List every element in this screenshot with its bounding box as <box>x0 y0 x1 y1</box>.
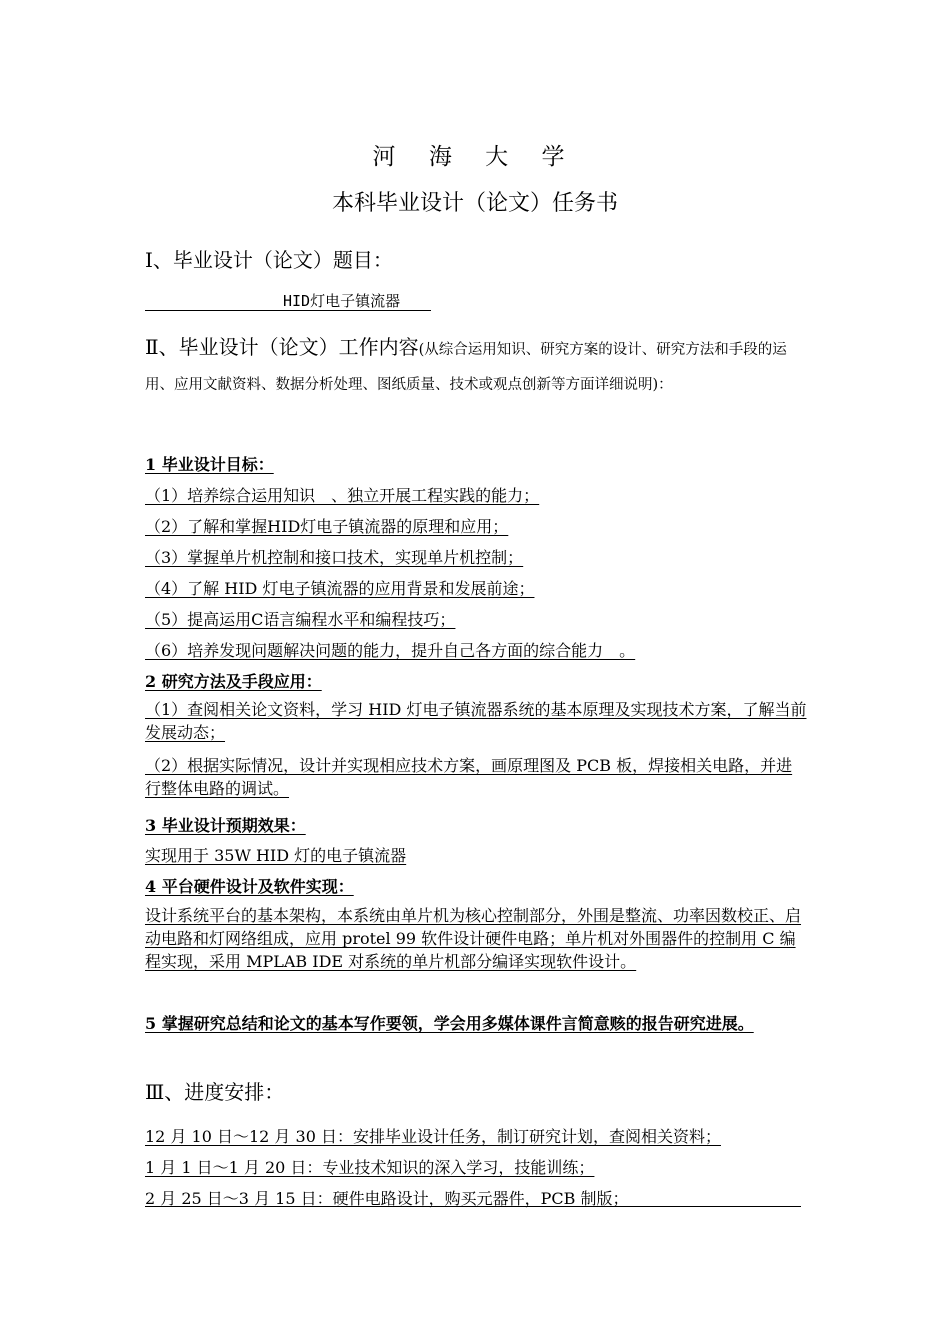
thesis-topic: HID灯电子镇流器 <box>283 292 401 310</box>
section3-heading: Ⅲ、进度安排： <box>145 1080 285 1104</box>
expected-effect: 实现用于 35W HID 灯的电子镇流器 <box>145 846 407 865</box>
platform-description: 设计系统平台的基本架构，本系统由单片机为核心控制部分，外围是整流、功率因数校正、启动电路和灯网络组成，应用 protel 99 软件设计硬件电路；单片机对外围器件的控制用 C 编程实现，采用 MPLAB IDE 对系统的单片机部分编译实现软件设计。 <box>145 906 802 971</box>
university-name: 河 海 大 学 <box>372 144 578 170</box>
method-item: （2）根据实际情况，设计并实现相应技术方案，画原理图及 PCB 板，焊接相关电路，并进行整体电路的调试。 <box>145 756 793 798</box>
document-title: 本科毕业设计（论文）任务书 <box>331 191 618 216</box>
section2-heading: Ⅱ、毕业设计（论文）工作内容 <box>145 335 419 359</box>
section1-heading: Ⅰ、毕业设计（论文）题目： <box>145 248 393 272</box>
goal-item: （4）了解 HID 灯电子镇流器的应用背景和发展前途； <box>145 579 535 598</box>
goal-item: （2）了解和掌握HID灯电子镇流器的原理和应用； <box>145 517 509 536</box>
section2-note: (从综合运用知识、研究方案的设计、研究方法和手段的运用、应用文献资料、数据分析处理、图纸质量、技术或观点创新等方面详细说明)： <box>145 342 787 393</box>
platform-title: 4 平台硬件设计及软件实现： <box>145 877 354 896</box>
goal-item: （1）培养综合运用知识 、独立开展工程实践的能力； <box>145 486 540 505</box>
methods-title: 2 研究方法及手段应用： <box>145 672 322 691</box>
goal-item: （3）掌握单片机控制和接口技术，实现单片机控制； <box>145 548 524 567</box>
section2-intro <box>145 330 807 402</box>
writing-requirement: 5 掌握研究总结和论文的基本写作要领，学会用多媒体课件言简意赅的报告研究进展。 <box>145 1014 754 1033</box>
schedule-item: 2 月 25 日～3 月 15 日：硬件电路设计，购买元器件，PCB 制版； <box>145 1189 629 1208</box>
goal-item: （6）培养发现问题解决问题的能力，提升自己各方面的综合能力 。 <box>145 641 636 660</box>
schedule-item: 1 月 1 日～1 月 20 日：专业技术知识的深入学习，技能训练； <box>145 1158 595 1177</box>
schedule-item-field <box>145 1186 801 1207</box>
method-item: （1）查阅相关论文资料，学习 HID 灯电子镇流器系统的基本原理及实现技术方案，了解当前发展动态； <box>145 700 807 742</box>
effect-title: 3 毕业设计预期效果： <box>145 816 306 835</box>
goals-title: 1 毕业设计目标： <box>145 455 274 474</box>
schedule-item: 12 月 10 日～12 月 30 日：安排毕业设计任务，制订研究计划，查阅相关资料； <box>145 1127 721 1146</box>
goal-item: （5）提高运用C语言编程水平和编程技巧； <box>145 610 456 629</box>
thesis-topic-field <box>145 290 431 311</box>
